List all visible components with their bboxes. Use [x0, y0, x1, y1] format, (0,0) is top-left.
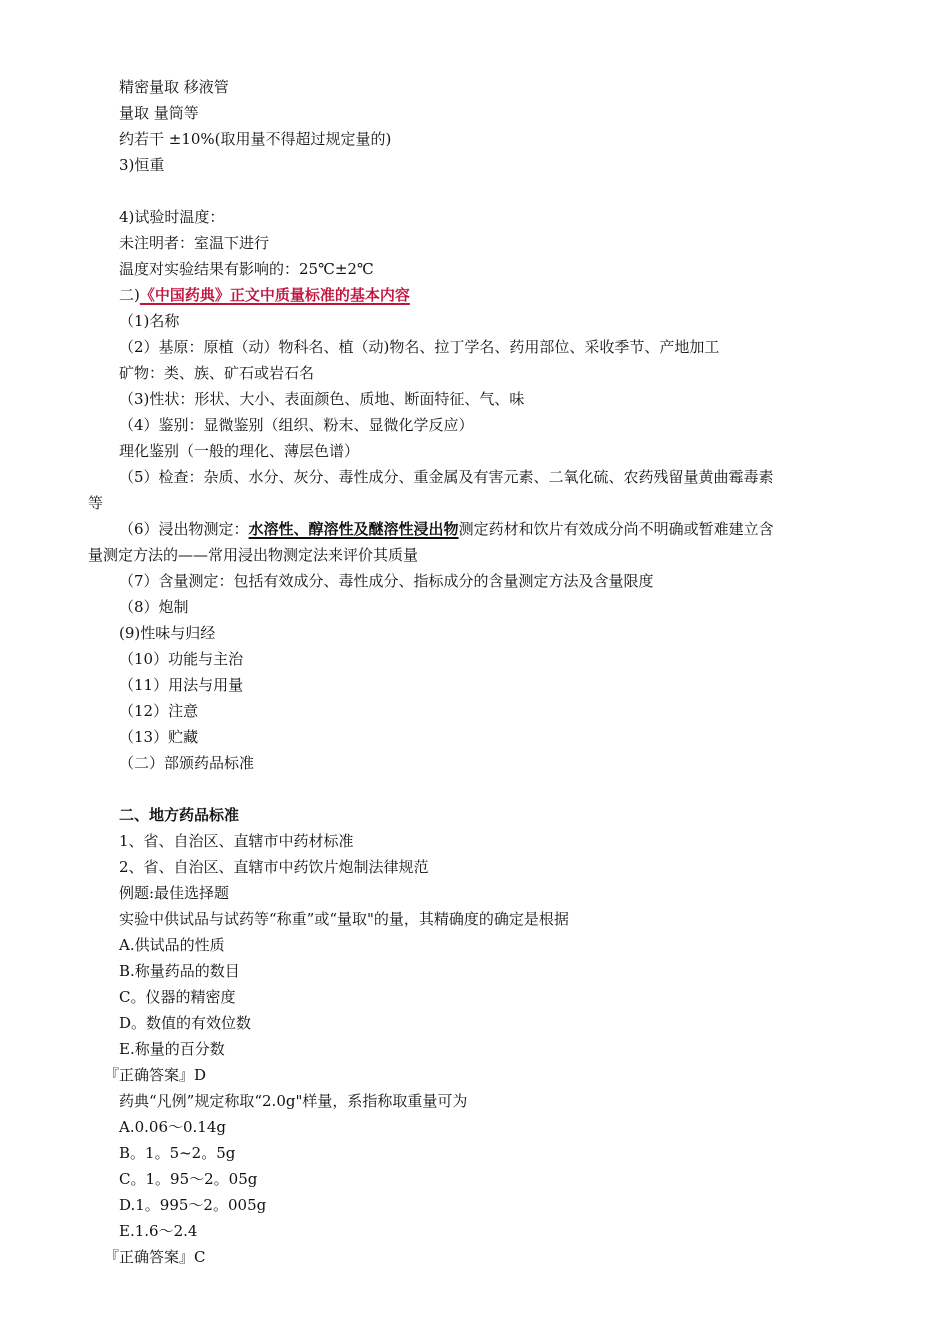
text-line: （11）用法与用量: [119, 676, 244, 694]
answer-option: B.称量药品的数目: [119, 962, 240, 980]
text-line: [119, 519, 774, 539]
answer-option: C。仪器的精密度: [119, 988, 236, 1006]
text-line: （1)名称: [119, 312, 180, 330]
text-line: （12）注意: [119, 702, 199, 720]
text-line: 等: [88, 494, 104, 512]
answer-option: D.1。995～2。005g: [119, 1196, 267, 1214]
answer-option: D。数值的有效位数: [119, 1014, 252, 1032]
text-line: (9)性味与归经: [119, 624, 216, 642]
text-line: 例题:最佳选择题: [119, 884, 230, 902]
answer-option: A.0.06～0.14g: [119, 1118, 226, 1136]
text-line: （3)性状：形状、大小、表面颜色、质地、断面特征、气、味: [119, 390, 525, 408]
text-line: 未注明者：室温下进行: [119, 234, 270, 252]
answer-option: A.供试品的性质: [119, 936, 225, 954]
text-line: 4)试验时温度：: [119, 208, 225, 226]
text-line: （7）含量测定：包括有效成分、毒性成分、指标成分的含量测定方法及含量限度: [119, 572, 654, 590]
correct-answer: 『正确答案』C: [104, 1248, 206, 1266]
section-heading: [119, 285, 410, 305]
text-line: 矿物：类、族、矿石或岩石名: [119, 364, 315, 382]
text-segment: 测定药材和饮片有效成分尚不明确或暂难建立含: [458, 520, 774, 538]
heading-prefix: 二): [119, 286, 140, 304]
emphasis-text: 水溶性、醇溶性及醚溶性浸出物: [248, 520, 459, 538]
text-line: 量测定方法的——常用浸出物测定法来评价其质量: [88, 546, 419, 564]
text-line: 精密量取 移液管: [119, 78, 229, 96]
section-heading: 二、地方药品标准: [119, 806, 240, 824]
text-line: （13）贮藏: [119, 728, 199, 746]
heading-title: 《中国药典》正文中质量标准的基本内容: [139, 286, 410, 304]
text-line: 理化鉴别（一般的理化、薄层色谱）: [119, 442, 360, 460]
text-line: （二）部颁药品标准: [119, 754, 255, 772]
text-line: （10）功能与主治: [119, 650, 244, 668]
answer-option: B。1。5~2。5g: [119, 1144, 236, 1162]
question-text: 药典“凡例”规定称取“2.0g"样量，系指称取重量可为: [119, 1092, 468, 1110]
text-line: 3)恒重: [119, 156, 165, 174]
text-line: 约若干 ±10%(取用量不得超过规定量的): [119, 130, 392, 148]
text-line: 2、省、自治区、直辖市中药饮片炮制法律规范: [119, 858, 429, 876]
answer-option: C。1。95～2。05g: [119, 1170, 258, 1188]
text-line: （8）炮制: [119, 598, 189, 616]
text-line: （4）鉴别：显微鉴别（组织、粉末、显微化学反应）: [119, 416, 474, 434]
text-line: 1、省、自治区、直辖市中药材标准: [119, 832, 354, 850]
text-segment: （6）浸出物测定：: [119, 520, 249, 538]
question-text: 实验中供试品与试药等“称重”或“量取"的量，其精确度的确定是根据: [119, 910, 569, 928]
text-line: （5）检查：杂质、水分、灰分、毒性成分、重金属及有害元素、二氧化硫、农药残留量黄曲霉毒素: [119, 468, 774, 486]
answer-option: E.1.6～2.4: [119, 1222, 198, 1240]
text-line: 温度对实验结果有影响的：25℃±2℃: [119, 260, 374, 278]
answer-option: E.称量的百分数: [119, 1040, 225, 1058]
text-line: （2）基原：原植（动）物科名、植（动)物名、拉丁学名、药用部位、采收季节、产地加工: [119, 338, 720, 356]
text-line: 量取 量筒等: [119, 104, 199, 122]
correct-answer: 『正确答案』D: [104, 1066, 207, 1084]
